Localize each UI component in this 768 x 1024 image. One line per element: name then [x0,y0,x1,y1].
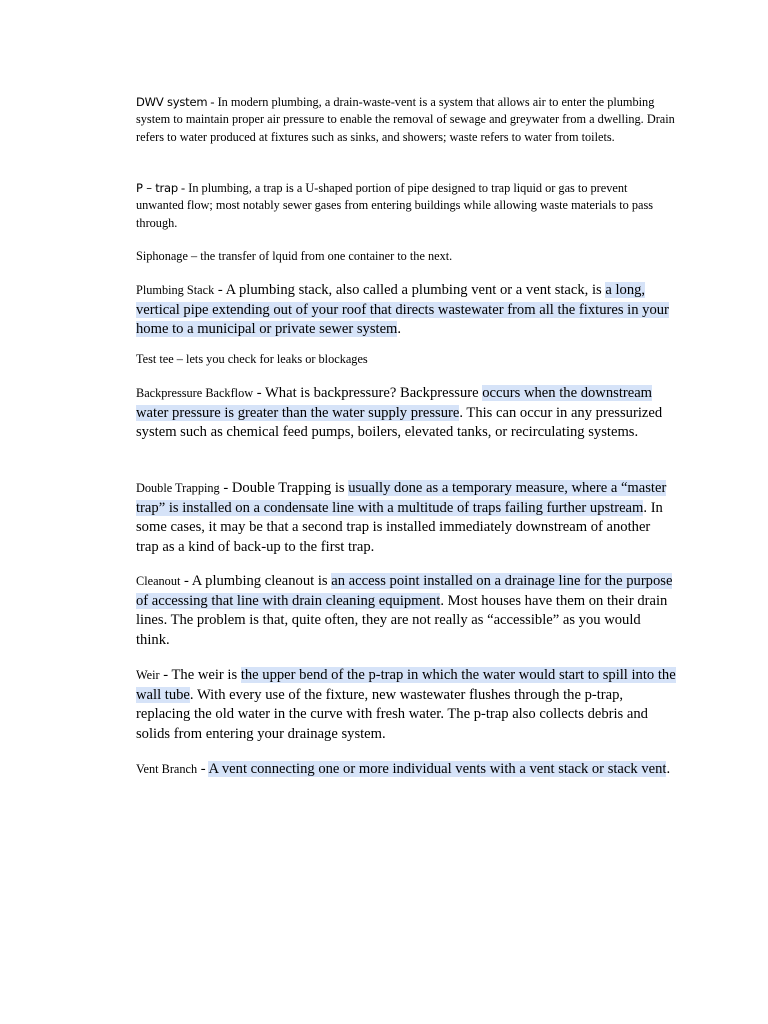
highlighted-text: the upper bend of the p-trap in which the water would start to spill into the wall tube [136,667,676,703]
highlighted-text: usually done as a temporary measure, where a “master trap” is installed on a condensate line with a multitude of traps failing further upstream [136,480,667,516]
definition-plumbing-stack [136,281,676,340]
definition-siphonage [136,248,676,265]
definition-cleanout [136,572,676,650]
definition-p-trap [136,180,676,232]
definition-text-end: . [666,761,671,777]
definition-text: A plumbing cleanout is [191,573,332,589]
definition-text-end: . With every use of the fixture, new wastewater flushes through the p-trap, replacing the old water in the curve with fresh water. The p-trap also collects debris and solids from entering your drainage system. [136,686,648,742]
term-label: Weir [136,668,160,682]
definition-dwv-system [136,94,676,146]
separator: - [177,181,189,195]
separator: - [197,761,209,777]
term-label: Cleanout [136,574,181,588]
definition-text: Double Trapping is [231,480,349,496]
term-label: P – trap [136,181,178,195]
definition-text: the transfer of lquid from one container to the next. [200,249,453,263]
separator: – [187,249,201,263]
highlighted-text: A vent connecting one or more individual vents with a vent stack or stack vent [208,761,667,777]
separator: - [180,573,192,589]
term-label: Plumbing Stack [136,283,215,297]
term-label: DWV system [136,95,208,109]
definition-double-trapping [136,479,676,557]
definition-text-end: . In some cases, it may be that a second trap is installed immediately downstream of another trap as a kind of back-up to the first trap. [136,499,663,555]
highlighted-text: occurs when the downstream water pressure is greater than the water supply pressure [136,385,653,421]
definition-test-tee [136,351,676,368]
term-label: Double Trapping [136,481,220,495]
highlighted-text: an access point installed on a drainage line for the purpose of accessing that line with drain cleaning equipment [136,573,673,609]
term-label: Test tee [136,352,174,366]
definition-text: The weir is [171,667,241,683]
definition-text: lets you check for leaks or blockages [186,352,368,366]
separator: - [214,282,226,298]
definition-weir [136,666,676,744]
definition-text: What is backpressure? Backpressure [265,385,483,401]
definition-text-end: . This can occur in any pressurized system such as chemical feed pumps, boilers, elevated tanks, or recirculating systems. [136,404,663,440]
definition-text: A plumbing stack, also called a plumbing vent or a vent stack, is [225,282,606,298]
definition-text: In modern plumbing, a drain-waste-vent is a system that allows air to enter the plumbing system to maintain proper air pressure to enable the removal of sewage and greywater from a dwelling. Drain refers to water produced at fixtures such as sinks, and showers; waste refers to water from toilets. [136,95,675,144]
term-label: Siphonage [136,249,188,263]
separator: - [253,385,266,401]
term-label: Backpressure Backflow [136,386,254,400]
definition-text-end: . [397,321,402,337]
separator: - [159,667,172,683]
separator: – [173,352,187,366]
term-label: Vent Branch [136,762,198,776]
definition-vent-branch [136,760,676,780]
definition-backpressure-backflow [136,384,676,443]
separator: - [219,480,232,496]
definition-text: In plumbing, a trap is a U-shaped portion of pipe designed to trap liquid or gas to prevent unwanted flow; most notably sewer gases from entering buildings while allowing waste materials to pass through. [136,181,654,230]
separator: - [207,95,218,109]
highlighted-text: a long, vertical pipe extending out of your roof that directs wastewater from all the fixtures in your home to a municipal or private sewer system [136,282,669,337]
definition-text-end: . Most houses have them on their drain lines. The problem is that, quite often, they are not really as “accessible” as you would think. [136,592,668,648]
